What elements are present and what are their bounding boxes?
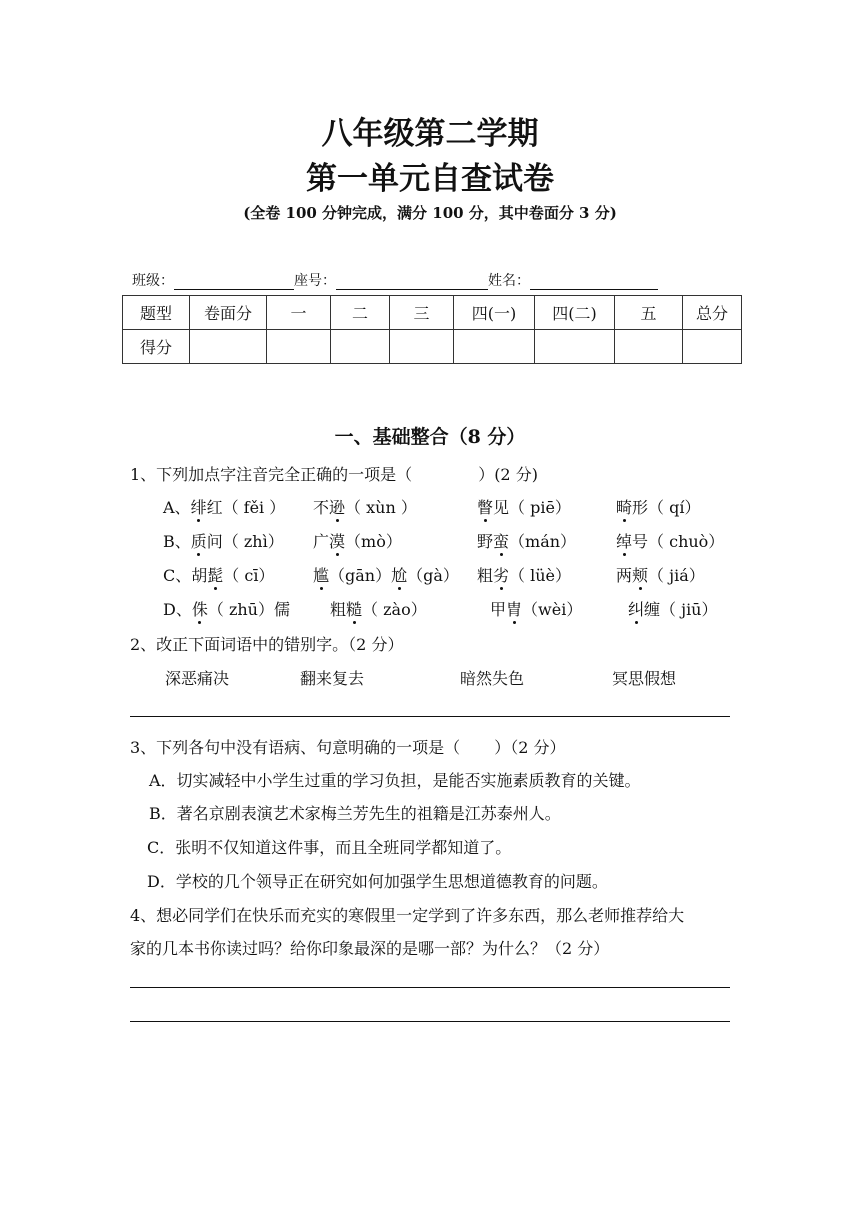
q1-option-d-word-4: 纠缠（ jiū） <box>628 600 718 619</box>
score-cell[interactable] <box>390 330 454 364</box>
q3-option-b[interactable]: B．著名京剧表演艺术家梅兰芳先生的祖籍是江苏泰州人。 <box>149 804 561 823</box>
q1-option-b-word-4: 绰号（ chuò） <box>616 532 725 551</box>
question-1-stem-text: 1、下列加点字注音完全正确的一项是（ <box>130 465 413 484</box>
q3-option-a[interactable]: A．切实减轻中小学生过重的学习负担，是能否实施素质教育的关键。 <box>149 771 641 790</box>
score-cell[interactable] <box>454 330 535 364</box>
question-4-line-1: 4、想必同学们在快乐而充实的寒假里一定学到了许多东西，那么老师推荐给大 <box>130 906 685 925</box>
q2-word: 深恶痛决 <box>165 669 230 688</box>
answer-line-q4-1[interactable] <box>130 987 730 988</box>
score-row-label: 得分 <box>123 330 190 364</box>
class-blank[interactable] <box>174 275 294 290</box>
question-1-stem <box>130 462 538 485</box>
question-1-points: ）(2 分) <box>478 465 538 484</box>
q1-option-a-word-4: 畸形（ qí） <box>616 498 701 517</box>
q3-option-d[interactable]: D．学校的几个领导正在研究如何加强学生思想道德教育的问题。 <box>147 872 608 891</box>
q2-word: 翻来复去 <box>300 669 365 688</box>
name-blank[interactable] <box>530 275 658 290</box>
q3-option-c[interactable]: C．张明不仅知道这件事，而且全班同学都知道了。 <box>147 838 512 857</box>
exam-title-line2: 第一单元自查试卷 <box>306 161 554 197</box>
header-cell: 三 <box>390 296 454 330</box>
answer-line-q4-2[interactable] <box>130 1021 730 1022</box>
header-cell: 题型 <box>123 296 190 330</box>
q1-option-a-word-2: 不逊（ xùn ） <box>313 498 417 517</box>
q2-word: 暗然失色 <box>460 669 525 688</box>
q1-option-d-word-3: 甲胄（wèi） <box>490 600 583 619</box>
q1-option-b-word-2: 广漠（mò） <box>313 532 402 551</box>
header-cell: 四(二) <box>535 296 615 330</box>
seat-blank[interactable] <box>336 275 488 290</box>
score-cell[interactable] <box>267 330 331 364</box>
q1-option-c-word-1[interactable]: C、胡髭（ cī） <box>163 566 275 585</box>
q1-option-b-word-1[interactable]: B、质问（ zhì） <box>163 532 284 551</box>
header-cell: 二 <box>331 296 390 330</box>
q1-option-a-word-3: 瞥见（ piē） <box>477 498 571 517</box>
header-cell: 四(一) <box>454 296 535 330</box>
score-table-score-row <box>123 330 742 364</box>
exam-title-line1: 八年级第二学期 <box>321 116 539 152</box>
header-cell: 一 <box>267 296 331 330</box>
q1-option-a-word-1[interactable]: A、绯红（ fěi ） <box>163 498 286 517</box>
name-label: 姓名： <box>488 273 530 289</box>
answer-line-q2[interactable] <box>130 716 730 717</box>
question-3-stem-text: 3、下列各句中没有语病、句意明确的一项是（ <box>130 738 461 757</box>
score-cell[interactable] <box>615 330 683 364</box>
q1-option-c-word-3: 粗劣（ lüè） <box>477 566 572 585</box>
q1-option-d-word-1[interactable]: D、侏（ zhū）儒 <box>163 600 290 619</box>
score-cell[interactable] <box>683 330 742 364</box>
student-info-line <box>132 270 658 290</box>
score-cell[interactable] <box>190 330 267 364</box>
score-cell[interactable] <box>331 330 390 364</box>
score-table-header-row <box>123 296 742 330</box>
section-title: 一、基础整合（8 分） <box>334 426 526 448</box>
score-table <box>122 295 742 364</box>
q1-option-b-word-3: 野蛮（mán） <box>477 532 577 551</box>
question-3-points: ）（2 分） <box>494 738 566 757</box>
q2-word: 冥思假想 <box>612 669 677 688</box>
question-4-line-2: 家的几本书你读过吗？给你印象最深的是哪一部？为什么？（2 分） <box>130 939 610 958</box>
q1-option-c-word-4: 两颊（ jiá） <box>616 566 705 585</box>
header-cell: 卷面分 <box>190 296 267 330</box>
q1-option-d-word-2: 粗糙（ zào） <box>330 600 427 619</box>
question-3-stem <box>130 735 565 758</box>
class-label: 班级： <box>132 273 174 289</box>
header-cell: 总分 <box>683 296 742 330</box>
header-cell: 五 <box>615 296 683 330</box>
score-cell[interactable] <box>535 330 615 364</box>
exam-subtitle: (全卷 100 分钟完成，满分 100 分，其中卷面分 3 分) <box>243 204 617 222</box>
seat-label: 座号： <box>294 273 336 289</box>
question-2-stem: 2、改正下面词语中的错别字。（2 分） <box>130 635 404 654</box>
q1-option-c-word-2: 尴（gān）尬（gà） <box>313 566 459 585</box>
